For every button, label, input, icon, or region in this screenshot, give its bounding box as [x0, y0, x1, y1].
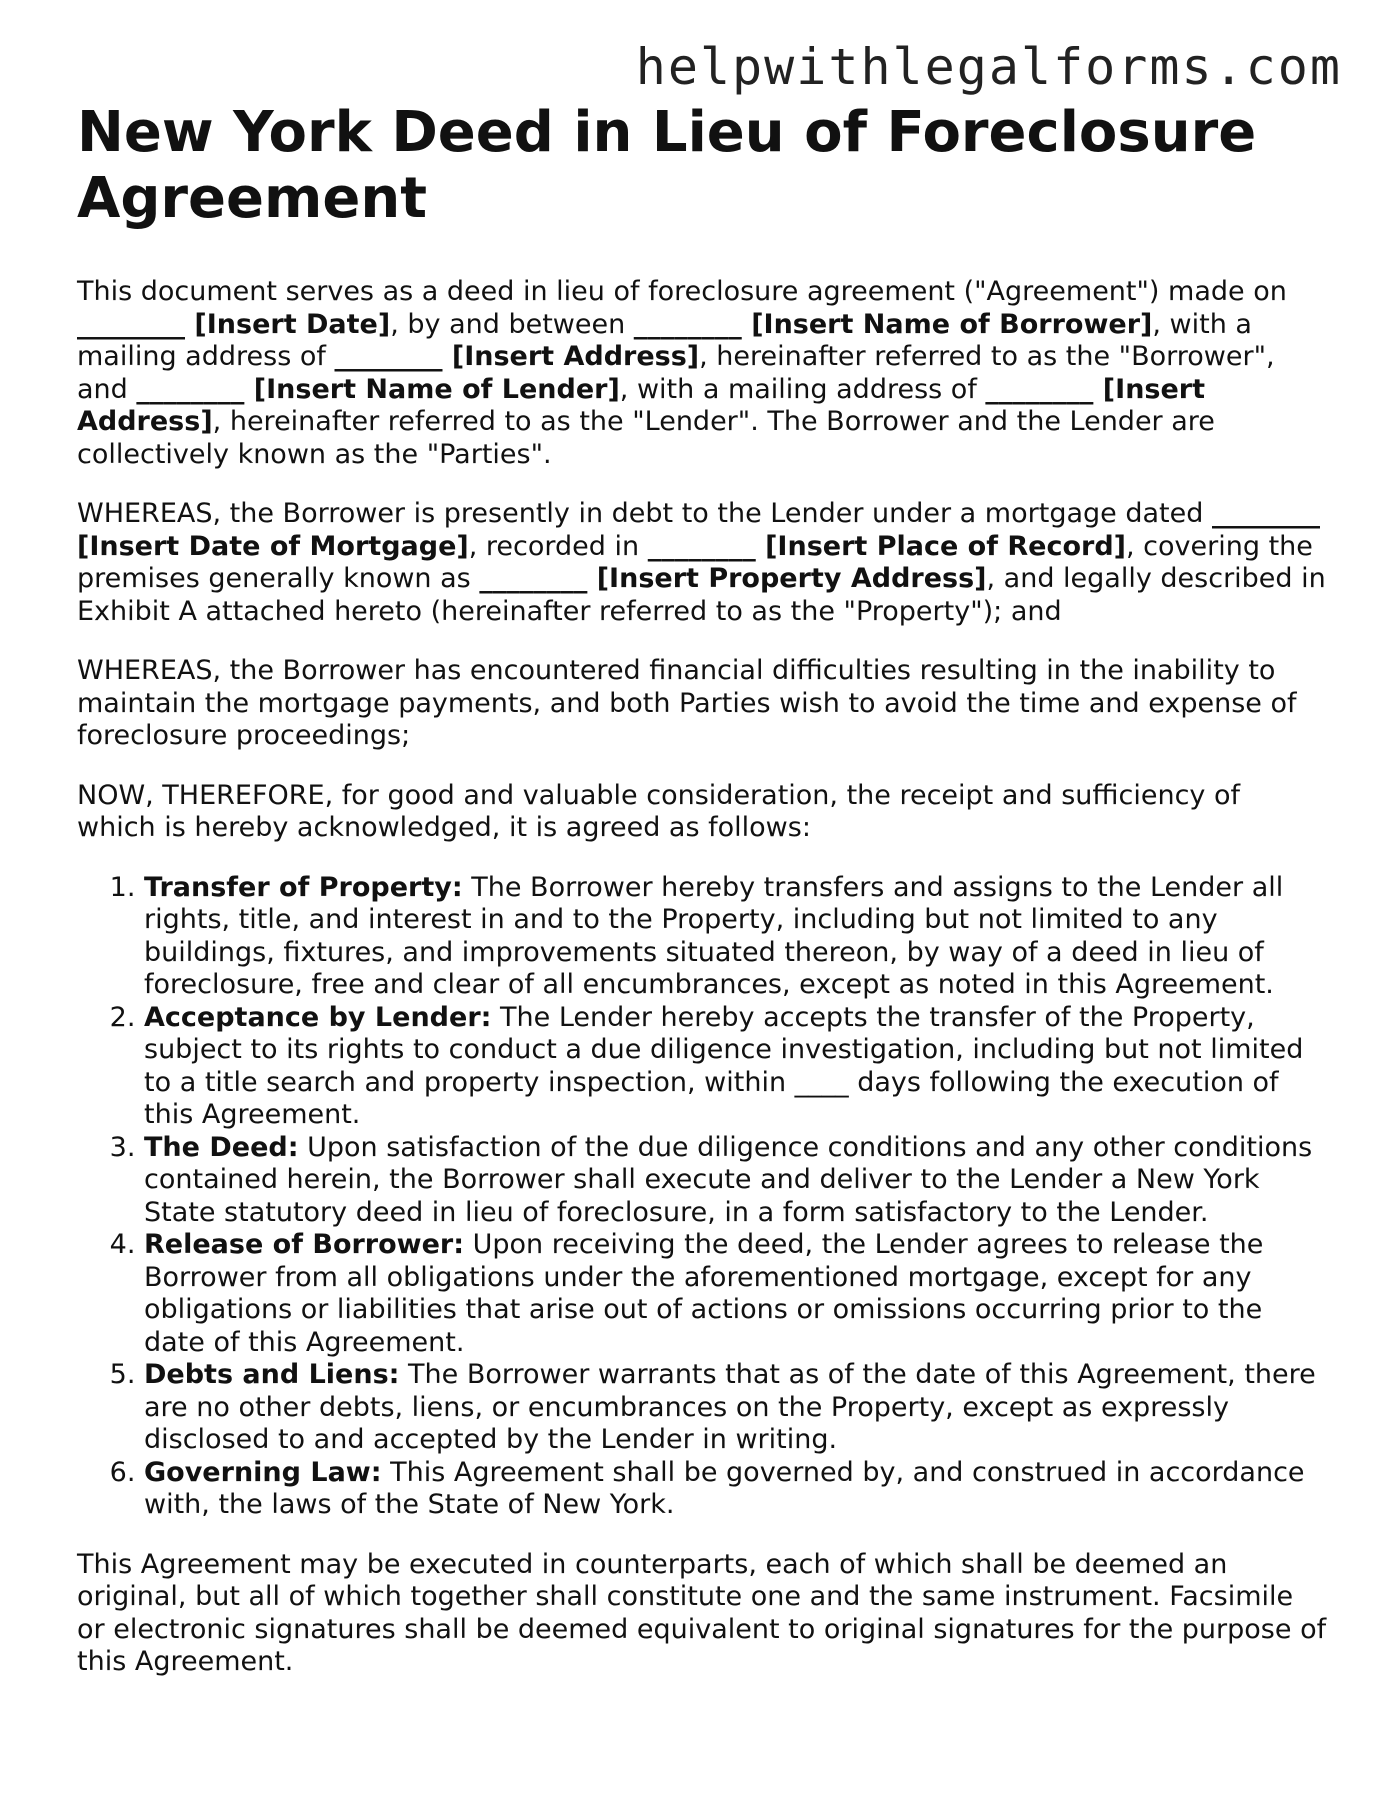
clauses-list	[77, 872, 1327, 1522]
intro-paragraph	[77, 276, 1327, 471]
date-placeholder: ________ [Insert Date]	[77, 308, 391, 340]
lender-name-placeholder: ________ [Insert Name of Lender]	[136, 373, 620, 405]
clause-text: Upon satisfaction of the due diligence conditions and any other conditions contained herein, the Borrower shall execute and deliver to the Lender a New York State statutory deed in lieu of foreclosure, in a form satisfactory to the Lender.	[144, 1131, 1313, 1228]
clause-heading: Release of Borrower:	[144, 1229, 465, 1260]
clause-text: Upon receiving the deed, the Lender agrees to release the Borrower from all obligations under the aforementioned mortgage, except for any obligations or liabilities that arise out of actions or omissions occurring prior to the date of this Agreement.	[144, 1229, 1264, 1358]
whereas-text: , recorded in	[468, 530, 648, 562]
clause-text: This Agreement shall be governed by, and construed in accordance with, the laws of the State of New York.	[144, 1456, 1305, 1520]
clause-acceptance-by-lender	[144, 1002, 1327, 1132]
clause-governing-law	[144, 1457, 1327, 1522]
intro-text: , hereinafter referred to as the "Lender". The Borrower and the Lender are collectively known as the "Parties".	[77, 406, 1215, 470]
clause-text: The Borrower hereby transfers and assigns to the Lender all rights, title, and interest in and to the Property, including but not limited to any buildings, fixtures, and improvements situated thereon, by way of a deed in lieu of foreclosure, free and clear of all encumbrances, except as noted in this Agreement.	[144, 871, 1284, 1000]
borrower-name-placeholder: ________ [Insert Name of Borrower]	[633, 308, 1153, 340]
intro-text: , with a mailing address of	[77, 308, 1252, 372]
intro-text: , with a mailing address of	[619, 373, 986, 405]
clause-text: The Lender hereby accepts the transfer of the Property, subject to its rights to conduct a due diligence investigation, including but not limited to a title search and property inspection, within ____ days following the execution of this Agreement.	[144, 1001, 1304, 1130]
clause-heading: Acceptance by Lender:	[144, 1001, 492, 1033]
whereas-hardship-paragraph: WHEREAS, the Borrower has encountered financial difficulties resulting in the inability to maintain the mortgage payments, and both Parties wish to avoid the time and expense of foreclosure proceedings;	[77, 655, 1297, 751]
document-title: New York Deed in Lieu of Foreclosure Agreement	[77, 100, 1257, 231]
whereas-text: WHEREAS, the Borrower is presently in debt to the Lender under a mortgage dated	[77, 498, 1212, 529]
mortgage-date-placeholder: ________ [Insert Date of Mortgage]	[77, 498, 1320, 562]
whereas-text: , covering the premises generally known as	[77, 530, 1313, 594]
clause-the-deed	[144, 1132, 1327, 1230]
borrower-address-placeholder: ________ [Insert Address]	[334, 341, 700, 372]
place-of-record-placeholder: ________ [Insert Place of Record]	[647, 530, 1127, 562]
intro-text: This document serves as a deed in lieu of foreclosure agreement ("Agreement") made on	[77, 276, 1287, 307]
clause-transfer-of-property	[144, 872, 1327, 1002]
clause-debts-and-liens	[144, 1359, 1327, 1457]
whereas-mortgage-paragraph	[77, 498, 1327, 628]
site-watermark: helpwithlegalforms.com	[635, 38, 1342, 96]
clause-heading: Transfer of Property:	[144, 871, 463, 903]
counterparts-paragraph: This Agreement may be executed in counterparts, each of which shall be deemed an original, but all of which together shall constitute one and the same instrument. Facsimile or electronic signatures shall be deemed equivalent to original signatures for the purpose of this Agreement.	[77, 1548, 1327, 1677]
clause-heading: The Deed:	[144, 1131, 299, 1163]
property-address-placeholder: ________ [Insert Property Address]	[479, 563, 987, 594]
clause-heading: Debts and Liens:	[144, 1359, 400, 1390]
clause-release-of-borrower	[144, 1229, 1327, 1359]
intro-text: , hereinafter referred to as the "Borrower", and	[77, 341, 1275, 405]
whereas-text: , and legally described in Exhibit A attached hereto (hereinafter referred to as the "Property"); and	[77, 563, 1326, 627]
intro-text: , by and between	[390, 308, 634, 340]
lender-address-placeholder: ________ [Insert Address]	[77, 373, 1206, 437]
document-page	[77, 100, 1327, 1706]
clause-heading: Governing Law:	[144, 1456, 382, 1488]
clause-text: The Borrower warrants that as of the date of this Agreement, there are no other debts, liens, or encumbrances on the Property, except as expressly disclosed to and accepted by the Lender in writing.	[144, 1359, 1316, 1455]
now-therefore-paragraph: NOW, THEREFORE, for good and valuable consideration, the receipt and sufficiency of which is hereby acknowledged, it is agreed as follows:	[77, 779, 1241, 843]
